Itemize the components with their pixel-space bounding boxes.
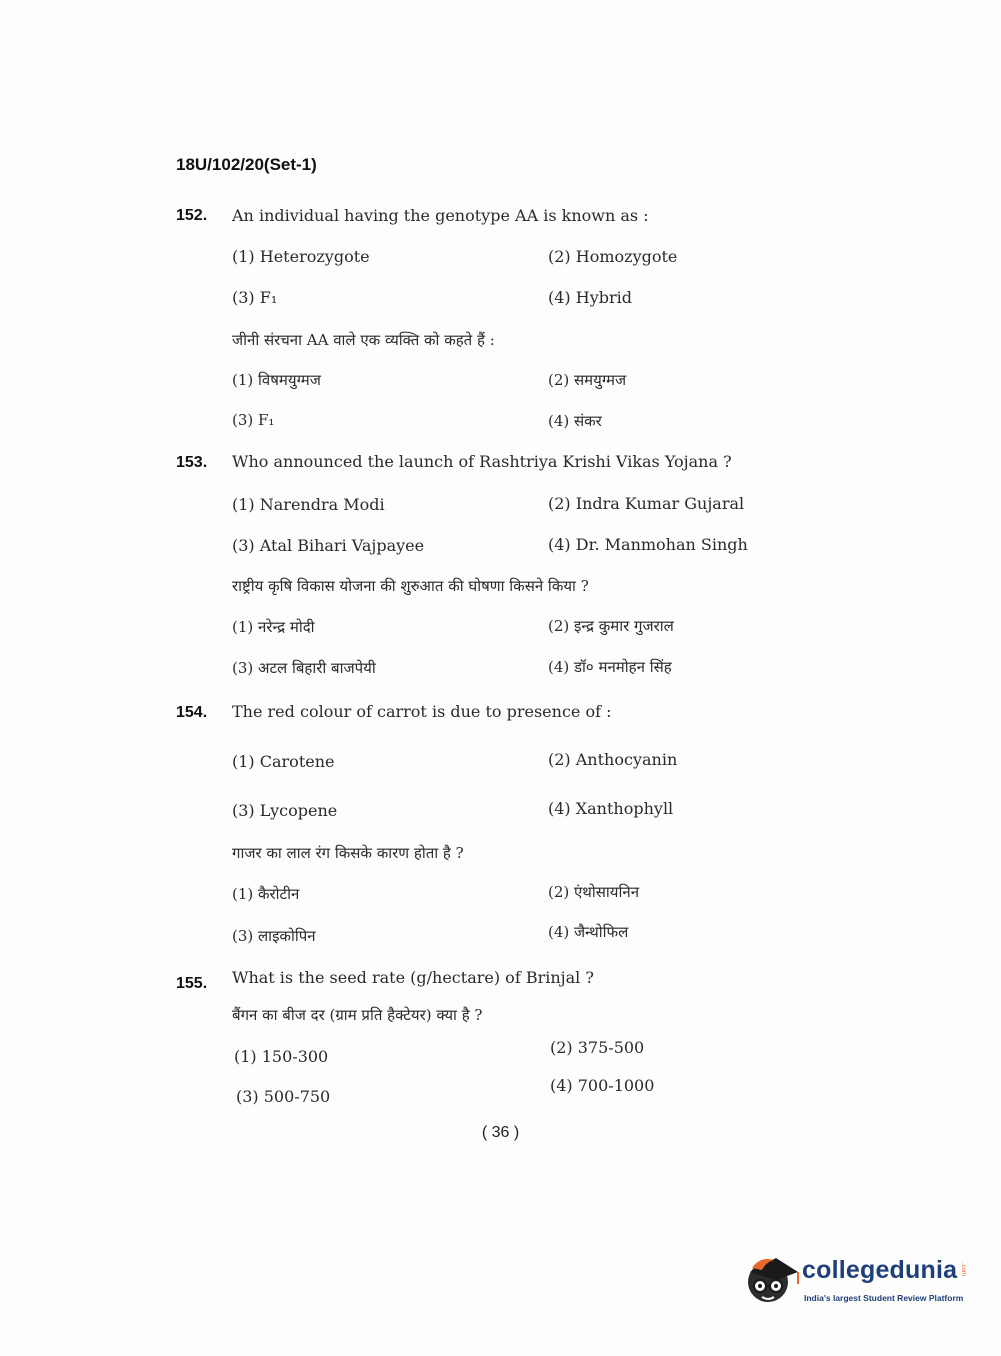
question-number: 154. [176, 704, 208, 721]
question-text-en: The red colour of carrot is due to presence of : [232, 702, 612, 721]
option-en-1: (1) Heterozygote [232, 247, 370, 266]
option-3: (3) 500-750 [236, 1087, 331, 1106]
option-en-2: (2) Anthocyanin [548, 750, 678, 769]
option-en-2: (2) Homozygote [548, 247, 678, 266]
logo-suffix: .com [960, 1263, 966, 1277]
option-en-4: (4) Xanthophyll [548, 799, 674, 818]
question-text-hi: जीनी संरचना AA वाले एक व्यक्ति को कहते हैं : [232, 331, 495, 349]
question-number: 155. [176, 975, 208, 992]
paper-code: 18U/102/20(Set-1) [176, 155, 317, 174]
option-hi-4: (4) डॉ० मनमोहन सिंह [548, 658, 672, 676]
option-hi-2: (2) इन्द्र कुमार गुजराल [548, 617, 674, 635]
logo-brand: collegedunia [802, 1256, 958, 1284]
option-hi-3: (3) लाइकोपिन [232, 927, 316, 945]
option-en-1: (1) Carotene [232, 752, 335, 771]
question-text-hi: बैंगन का बीज दर (ग्राम प्रति हैक्टेयर) क्या है ? [232, 1006, 483, 1024]
option-en-2: (2) Indra Kumar Gujaral [548, 494, 745, 513]
question-text-en: Who announced the launch of Rashtriya Krishi Vikas Yojana ? [232, 452, 732, 471]
option-en-1: (1) Narendra Modi [232, 495, 385, 514]
option-en-4: (4) Hybrid [548, 288, 632, 307]
option-hi-3: (3) F₁ [232, 411, 275, 429]
logo-tagline: India's largest Student Review Platform [804, 1293, 964, 1303]
mascot-icon [744, 1250, 800, 1306]
option-hi-1: (1) कैरोटीन [232, 885, 300, 903]
question-text-hi: गाजर का लाल रंग किसके कारण होता है ? [232, 844, 464, 862]
option-hi-2: (2) समयुग्मज [548, 371, 627, 389]
question-number: 153. [176, 454, 208, 471]
option-1: (1) 150-300 [234, 1047, 329, 1066]
option-hi-4: (4) जैन्थोफिल [548, 923, 629, 941]
option-4: (4) 700-1000 [550, 1076, 655, 1095]
question-number: 152. [176, 207, 208, 224]
option-hi-2: (2) एंथोसायनिन [548, 883, 640, 901]
question-text-hi: राष्ट्रीय कृषि विकास योजना की शुरुआत की घोषणा किसने किया ? [232, 577, 589, 595]
collegedunia-logo [744, 1250, 974, 1310]
option-en-3: (3) Lycopene [232, 801, 338, 820]
option-en-4: (4) Dr. Manmohan Singh [548, 535, 748, 554]
option-hi-1: (1) नरेन्द्र मोदी [232, 618, 315, 636]
option-hi-4: (4) संकर [548, 412, 602, 430]
question-text-en: What is the seed rate (g/hectare) of Brinjal ? [232, 968, 594, 987]
option-en-3: (3) F₁ [232, 288, 278, 307]
option-2: (2) 375-500 [550, 1038, 645, 1057]
question-text-en: An individual having the genotype AA is known as : [232, 206, 649, 225]
option-en-3: (3) Atal Bihari Vajpayee [232, 536, 425, 555]
page-number: ( 36 ) [481, 1124, 520, 1141]
option-hi-3: (3) अटल बिहारी बाजपेयी [232, 659, 376, 677]
option-hi-1: (1) विषमयुग्मज [232, 371, 321, 389]
